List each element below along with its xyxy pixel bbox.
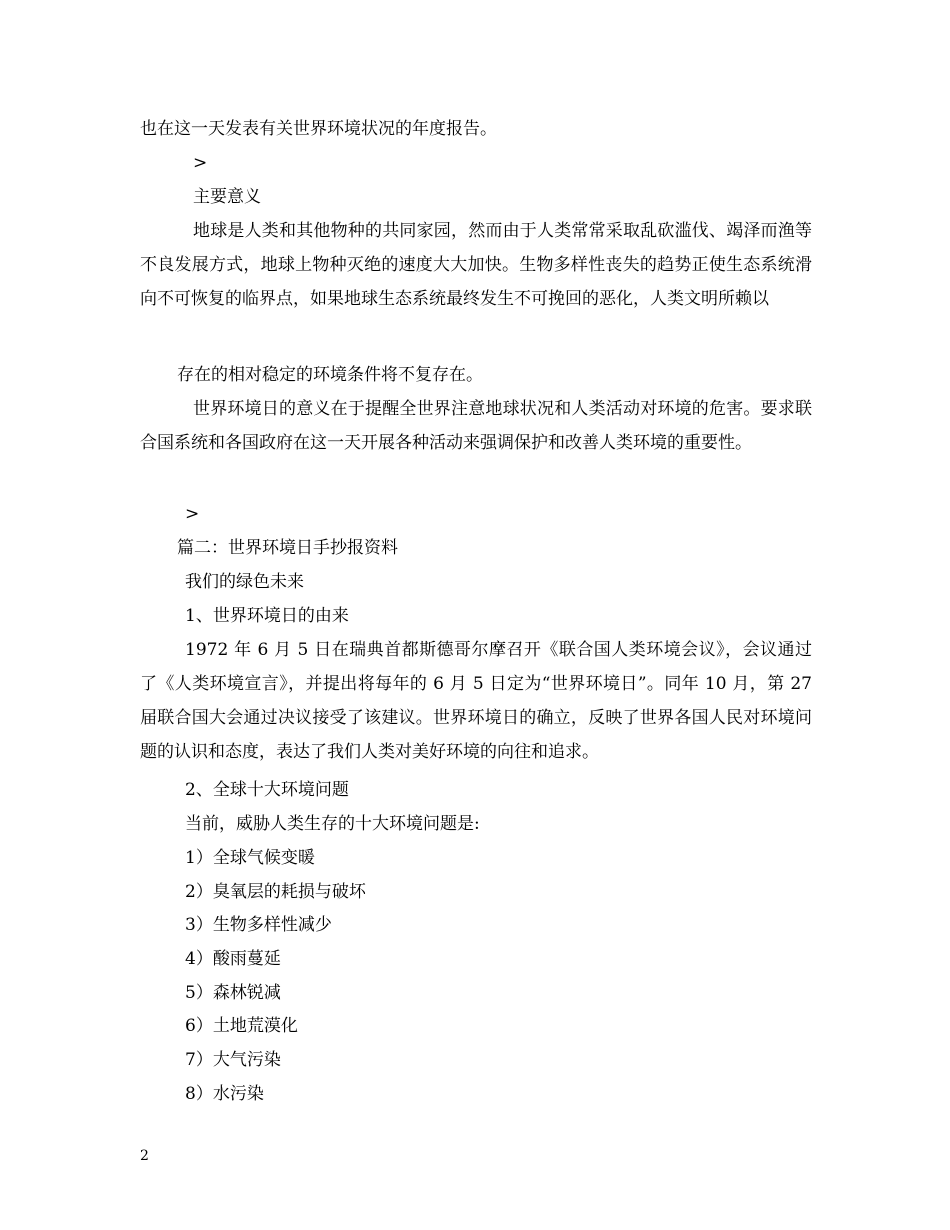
section-heading: 1、世界环境日的由来: [185, 606, 349, 626]
list-item: 7）大气污染: [185, 1050, 281, 1070]
list-item: 3）生物多样性减少: [185, 915, 332, 935]
list-item: 8）水污染: [185, 1084, 264, 1104]
paragraph: 地球是人类和其他物种的共同家园，然而由于人类常常采取乱砍滥伐、竭泽而渔等不良发展方式，地球上物种灭绝的速度大大加快。生物多样性丧失的趋势正使生态系统滑向不可恢复的临界点，如果地球生态系统最终发生不可挽回的恶化，人类文明所赖以: [140, 221, 812, 309]
list-item: 4）酸雨蔓延: [185, 949, 281, 969]
arrow-marker: >: [185, 504, 200, 524]
section-heading: 篇二：世界环境日手抄报资料: [177, 538, 398, 558]
list-item: 5）森林锐减: [185, 983, 281, 1003]
list-item: 2）臭氧层的耗损与破坏: [185, 882, 366, 902]
list-item: 6）土地荒漠化: [185, 1016, 298, 1036]
text-line: 当前，威胁人类生存的十大环境问题是:: [185, 814, 480, 834]
text-line: 也在这一天发表有关世界环境状况的年度报告。: [140, 119, 497, 139]
section-heading: 主要意义: [193, 187, 261, 207]
page-number: 2: [140, 1148, 149, 1164]
section-heading: 2、全球十大环境问题: [185, 780, 349, 800]
paragraph: 1972 年 6 月 5 日在瑞典首都斯德哥尔摩召开《联合国人类环境会议》，会议通过了《人类环境宣言》，并提出将每年的 6 月 5 日定为“世界环境日”。同年 10 月，第 27 届联合国大会通过决议接受了该建议。世界环境日的确立，反映了世界各国人民对环境问题的认识和态度，表达了我们人类对美好环境的向往和追求。: [140, 640, 812, 762]
list-item: 1）全球气候变暖: [185, 848, 315, 868]
subtitle: 我们的绿色未来: [185, 572, 304, 592]
text-line: 存在的相对稳定的环境条件将不复存在。: [177, 365, 483, 385]
paragraph: 世界环境日的意义在于提醒全世界注意地球状况和人类活动对环境的危害。要求联合国系统和各国政府在这一天开展各种活动来强调保护和改善人类环境的重要性。: [140, 399, 812, 453]
arrow-marker: >: [193, 153, 208, 173]
